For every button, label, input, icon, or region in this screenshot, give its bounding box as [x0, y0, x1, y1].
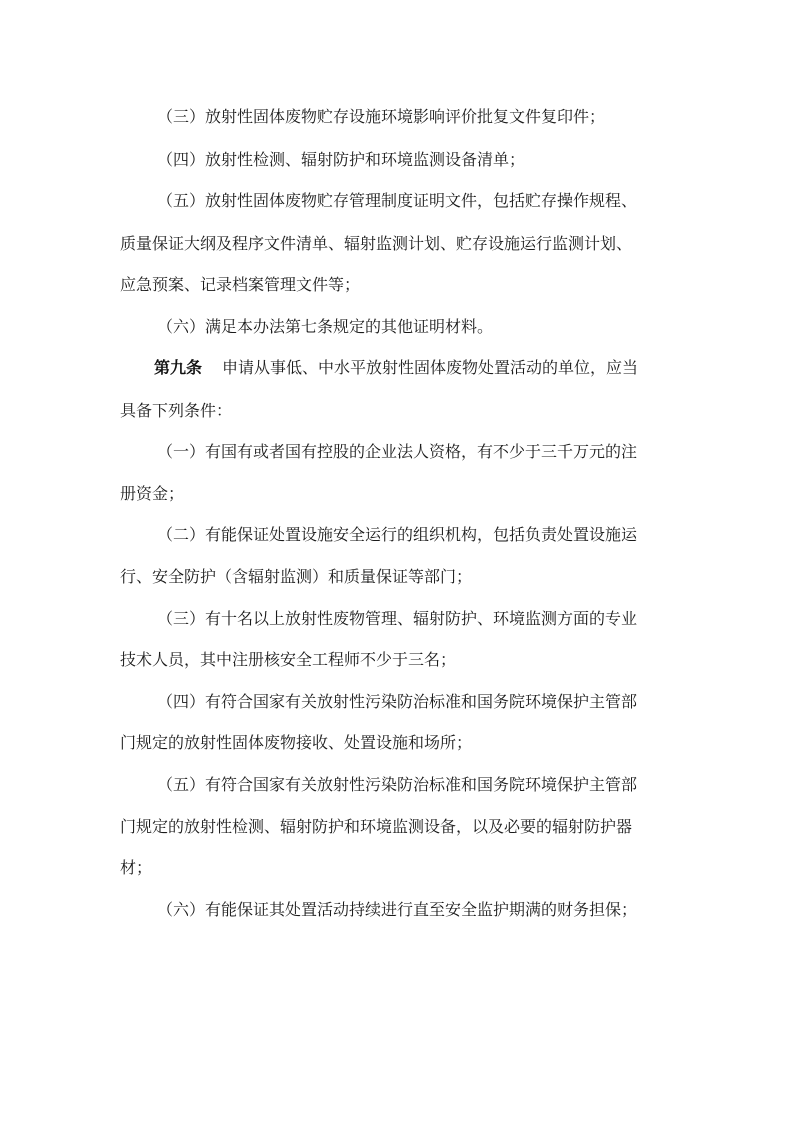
paragraph-line-17	[157, 769, 793, 801]
paragraph-line-12	[120, 561, 793, 593]
line-text: （六）满足本办法第七条规定的其他证明材料。	[157, 317, 494, 336]
line-text: （四）有符合国家有关放射性污染防治标准和国务院环境保护主管部	[157, 692, 638, 711]
line-text: 应急预案、记录档案管理文件等；	[120, 275, 361, 294]
line-text: （一）有国有或者国有控股的企业法人资格，有不少于三千万元的注	[157, 442, 638, 461]
line-text: 门规定的放射性检测、辐射防护和环境监测设备，以及必要的辐射防护器	[120, 817, 633, 836]
line-text: 质量保证大纲及程序文件清单、辐射监测计划、贮存设施运行监测计划、	[120, 234, 633, 253]
paragraph-line-8	[120, 395, 793, 427]
line-text: 具备下列条件：	[120, 401, 233, 420]
line-text: （五）放射性固体废物贮存管理制度证明文件，包括贮存操作规程、	[157, 191, 638, 210]
paragraph-line-4	[120, 228, 793, 260]
line-text: （五）有符合国家有关放射性污染防治标准和国务院环境保护主管部	[157, 775, 638, 794]
line-text: 材；	[120, 858, 153, 877]
paragraph-line-5	[120, 269, 793, 301]
line-text: 行、安全防护（含辐射监测）和质量保证等部门；	[120, 567, 473, 586]
line-text: 技术人员，其中注册核安全工程师不少于三名；	[120, 650, 457, 669]
line-text: 门规定的放射性固体废物接收、处置设施和场所；	[120, 733, 473, 752]
paragraph-line-18	[120, 811, 793, 843]
article-9-first-line	[154, 352, 793, 384]
paragraph-line-6	[157, 311, 793, 343]
paragraph-line-13	[157, 603, 793, 635]
paragraph-line-15	[157, 686, 793, 718]
paragraph-line-10	[120, 478, 793, 510]
paragraph-line-20	[157, 894, 793, 926]
line-text: （六）有能保证其处置活动持续进行直至安全监护期满的财务担保；	[157, 900, 638, 919]
paragraph-line-19	[120, 852, 793, 884]
paragraph-line-3	[157, 185, 793, 217]
paragraph-line-1	[157, 101, 793, 133]
line-text: （三）放射性固体废物贮存设施环境影响评价批复文件复印件；	[157, 107, 606, 126]
paragraph-line-2	[157, 144, 793, 176]
article-heading: 第九条	[154, 358, 203, 377]
line-text: （三）有十名以上放射性废物管理、辐射防护、环境监测方面的专业	[157, 609, 638, 628]
paragraph-line-11	[157, 519, 793, 551]
paragraph-line-16	[120, 727, 793, 759]
line-text: （四）放射性检测、辐射防护和环境监测设备清单；	[157, 150, 526, 169]
paragraph-line-14	[120, 644, 793, 676]
line-text: 册资金；	[120, 484, 185, 503]
line-text: 申请从事低、中水平放射性固体废物处置活动的单位，应当	[222, 358, 639, 377]
paragraph-line-9	[157, 436, 793, 468]
line-text: （二）有能保证处置设施安全运行的组织机构，包括负责处置设施运	[157, 525, 638, 544]
